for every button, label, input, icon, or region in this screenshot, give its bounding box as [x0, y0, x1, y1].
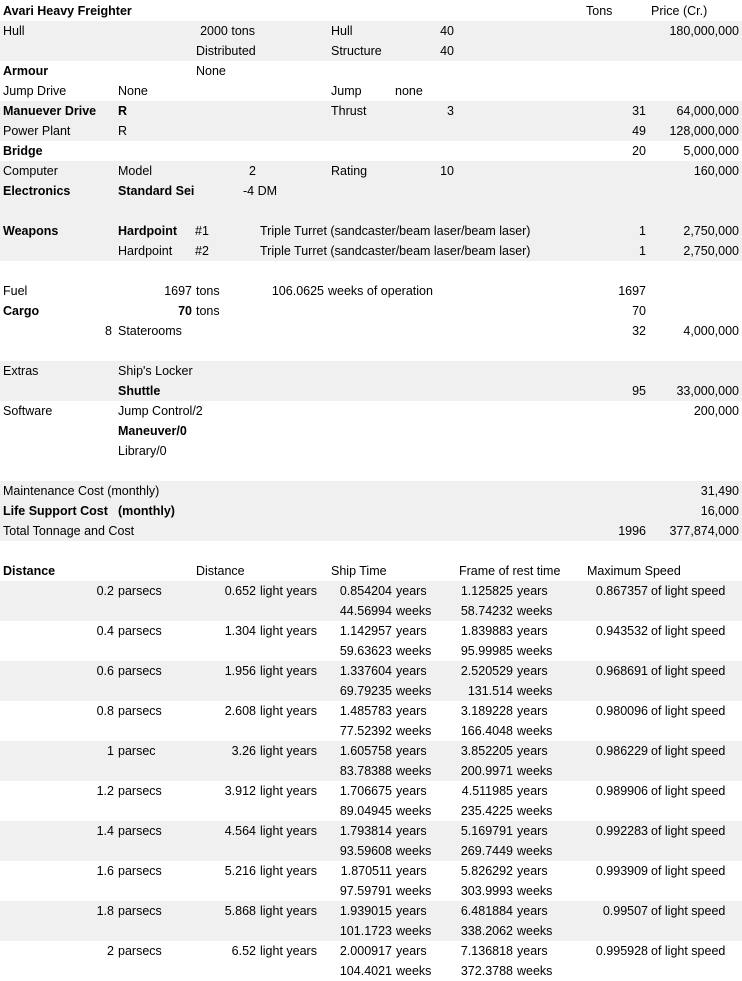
years-unit[interactable]: years — [517, 784, 548, 798]
distance-parsecs-unit[interactable]: parsecs — [118, 784, 162, 798]
electronics-value[interactable]: Standard Sei — [118, 184, 194, 198]
weeks-unit[interactable]: weeks — [517, 924, 553, 938]
ship-time-weeks[interactable]: 83.78388 — [339, 764, 392, 778]
distance-parsecs-unit[interactable]: parsecs — [118, 904, 162, 918]
ship-time-weeks[interactable]: 93.59608 — [339, 844, 392, 858]
power-row — [0, 121, 742, 141]
distance-parsecs[interactable]: 0.6 — [96, 664, 114, 678]
extras-shuttle[interactable]: Shuttle — [118, 384, 161, 398]
distance-row-weeks — [0, 961, 742, 981]
weeks-unit[interactable]: weeks — [517, 764, 553, 778]
max-speed[interactable]: 0.968691 — [595, 664, 648, 678]
shuttle-row — [0, 381, 742, 401]
distance-parsecs-unit[interactable]: parsecs — [118, 704, 162, 718]
distance-ly-unit[interactable]: light years — [260, 944, 317, 958]
max-speed[interactable]: 0.99507 — [602, 904, 648, 918]
distance-row-weeks — [0, 681, 742, 701]
distance-row — [0, 941, 742, 961]
ship-time-years[interactable]: 0.854204 — [339, 584, 392, 598]
total-price[interactable]: 377,874,000 — [669, 524, 739, 538]
max-speed[interactable]: 0.993909 — [595, 864, 648, 878]
rest-time-years[interactable]: 1.125825 — [460, 584, 513, 598]
rating-label[interactable]: Rating — [331, 164, 368, 178]
extras-row — [0, 361, 742, 381]
distance-ly[interactable]: 1.304 — [224, 624, 256, 638]
bridge-price[interactable]: 5,000,000 — [683, 144, 739, 158]
years-unit[interactable]: years — [396, 624, 427, 638]
power-price[interactable]: 128,000,000 — [669, 124, 739, 138]
distance-row — [0, 581, 742, 601]
armour-label[interactable]: Armour — [3, 64, 49, 78]
distance-parsecs[interactable]: 2 — [107, 944, 114, 958]
distance-parsecs-unit[interactable]: parsecs — [118, 824, 162, 838]
distance-ly[interactable]: 5.868 — [224, 904, 256, 918]
ship-time-years[interactable]: 1.939015 — [339, 904, 392, 918]
jump-label[interactable]: Jump — [331, 84, 362, 98]
life-support-label[interactable]: Life Support Cost — [3, 504, 108, 518]
rest-time-years[interactable]: 4.511985 — [461, 784, 513, 798]
hull-row-2 — [0, 41, 742, 61]
hardpoint-number[interactable]: #1 — [195, 224, 209, 238]
ship-time-weeks[interactable]: 44.56994 — [339, 604, 392, 618]
ship-time-years[interactable]: 1.337604 — [339, 664, 392, 678]
distance-parsecs-unit[interactable]: parsecs — [118, 944, 162, 958]
distance-parsecs-unit[interactable]: parsecs — [118, 584, 162, 598]
bridge-tons[interactable]: 20 — [632, 144, 646, 158]
years-unit[interactable]: years — [396, 744, 427, 758]
distance-parsecs-unit[interactable]: parsecs — [118, 864, 162, 878]
distance-ly-unit[interactable]: light years — [260, 664, 317, 678]
rest-time-weeks[interactable]: 166.4048 — [460, 724, 513, 738]
distance-row — [0, 621, 742, 641]
rest-time-weeks[interactable]: 200.9971 — [460, 764, 513, 778]
years-unit[interactable]: years — [517, 944, 548, 958]
max-speed-unit[interactable]: of light speed — [651, 744, 726, 758]
years-unit[interactable]: years — [396, 664, 427, 678]
distance-ly-unit[interactable]: light years — [260, 584, 317, 598]
distance-ly[interactable]: 3.912 — [224, 784, 256, 798]
staterooms-count[interactable]: 8 — [105, 324, 112, 338]
jump-drive-label[interactable]: Jump Drive — [3, 84, 67, 98]
distance-parsecs-unit[interactable]: parsecs — [118, 624, 162, 638]
years-unit[interactable]: years — [517, 704, 548, 718]
distance-ly[interactable]: 6.52 — [231, 944, 256, 958]
staterooms-price[interactable]: 4,000,000 — [683, 324, 739, 338]
hull-stat-label[interactable]: Hull — [331, 24, 353, 38]
hardpoint-label[interactable]: Hardpoint — [118, 224, 178, 238]
weapons-label[interactable]: Weapons — [3, 224, 59, 238]
weapon-row — [0, 221, 742, 241]
col-header-price[interactable]: Price (Cr.) — [651, 4, 708, 18]
weeks-unit[interactable]: weeks — [396, 724, 432, 738]
electronics-label[interactable]: Electronics — [3, 184, 71, 198]
years-unit[interactable]: years — [517, 584, 548, 598]
model-value[interactable]: 2 — [249, 164, 256, 178]
staterooms-label[interactable]: Staterooms — [118, 324, 182, 338]
rest-time-weeks[interactable]: 372.3788 — [460, 964, 513, 978]
ship-time-weeks[interactable]: 104.4021 — [339, 964, 392, 978]
software-jump[interactable]: Jump Control/2 — [118, 404, 203, 418]
ship-time-weeks[interactable]: 89.04945 — [339, 804, 392, 818]
weeks-unit[interactable]: weeks — [517, 724, 553, 738]
max-speed[interactable]: 0.867357 — [595, 584, 648, 598]
distance-row-weeks — [0, 921, 742, 941]
software-row-3 — [0, 441, 742, 461]
ship-time-years[interactable]: 2.000917 — [339, 944, 392, 958]
hull-price[interactable]: 180,000,000 — [669, 24, 739, 38]
weapon-tons[interactable]: 1 — [639, 224, 646, 238]
rest-time-weeks[interactable]: 235.4225 — [460, 804, 513, 818]
fuel-row — [0, 281, 742, 301]
weeks-unit[interactable]: weeks — [517, 684, 553, 698]
distance-row — [0, 741, 742, 761]
structure-value[interactable]: 40 — [440, 44, 454, 58]
weapon-description[interactable]: Triple Turret (sandcaster/beam laser/beam laser) — [260, 244, 531, 258]
power-value[interactable]: R — [118, 124, 128, 138]
hull-config[interactable]: Distributed — [196, 44, 256, 58]
max-speed-unit[interactable]: of light speed — [651, 824, 726, 838]
hull-stat-value[interactable]: 40 — [440, 24, 454, 38]
shuttle-price[interactable]: 33,000,000 — [676, 384, 739, 398]
distance-header-row — [0, 561, 742, 581]
fuel-label[interactable]: Fuel — [3, 284, 28, 298]
maintenance-price[interactable]: 31,490 — [700, 484, 739, 498]
weeks-unit[interactable]: weeks — [396, 684, 432, 698]
max-speed-header[interactable]: Maximum Speed — [587, 564, 681, 578]
max-speed[interactable]: 0.989906 — [595, 784, 648, 798]
max-speed-unit[interactable]: of light speed — [651, 864, 726, 878]
max-speed[interactable]: 0.943532 — [595, 624, 648, 638]
distance-parsecs[interactable]: 1 — [107, 744, 114, 758]
max-speed[interactable]: 0.986229 — [595, 744, 648, 758]
distance-row — [0, 701, 742, 721]
ship-time-weeks[interactable]: 77.52392 — [339, 724, 392, 738]
distance-row — [0, 901, 742, 921]
total-label[interactable]: Total Tonnage and Cost — [3, 524, 135, 538]
jump-value[interactable]: none — [395, 84, 423, 98]
max-speed[interactable]: 0.980096 — [595, 704, 648, 718]
years-unit[interactable]: years — [517, 824, 548, 838]
software-library[interactable]: Library/0 — [118, 444, 167, 458]
rest-time-weeks[interactable]: 303.9993 — [460, 884, 513, 898]
years-unit[interactable]: years — [517, 624, 548, 638]
distance-ly[interactable]: 4.564 — [224, 824, 256, 838]
hull-label[interactable]: Hull — [3, 24, 25, 38]
distance-ly-header[interactable]: Distance — [196, 564, 245, 578]
thrust-value[interactable]: 3 — [447, 104, 454, 118]
rest-time-years[interactable]: 3.852205 — [460, 744, 513, 758]
distance-ly-unit[interactable]: light years — [260, 904, 317, 918]
hull-row — [0, 21, 742, 41]
weeks-unit[interactable]: weeks — [396, 764, 432, 778]
ship-time-years[interactable]: 1.605758 — [339, 744, 392, 758]
software-row — [0, 401, 742, 421]
distance-row-weeks — [0, 881, 742, 901]
rest-time-years[interactable]: 5.826292 — [460, 864, 513, 878]
distance-parsecs[interactable]: 1.4 — [96, 824, 114, 838]
max-speed-unit[interactable]: of light speed — [651, 624, 726, 638]
staterooms-row — [0, 321, 742, 341]
distance-parsecs-unit[interactable]: parsec — [118, 744, 156, 758]
structure-label[interactable]: Structure — [331, 44, 382, 58]
rest-time-years[interactable]: 5.169791 — [460, 824, 513, 838]
hull-tons[interactable]: 2000 tons — [200, 24, 255, 38]
distance-ly[interactable]: 3.26 — [231, 744, 256, 758]
cargo-row — [0, 301, 742, 321]
weeks-unit[interactable]: weeks — [517, 884, 553, 898]
armour-value[interactable]: None — [196, 64, 226, 78]
distance-parsecs-unit[interactable]: parsecs — [118, 664, 162, 678]
distance-parsecs[interactable]: 1.6 — [96, 864, 114, 878]
software-jump-price[interactable]: 200,000 — [693, 404, 739, 418]
distance-ly[interactable]: 2.608 — [224, 704, 256, 718]
software-maneuver[interactable]: Maneuver/0 — [118, 424, 187, 438]
computer-row — [0, 161, 742, 181]
distance-row-weeks — [0, 761, 742, 781]
power-tons[interactable]: 49 — [632, 124, 646, 138]
ship-time-years[interactable]: 1.793814 — [339, 824, 392, 838]
years-unit[interactable]: years — [396, 784, 427, 798]
max-speed-unit[interactable]: of light speed — [651, 904, 726, 918]
jump-row — [0, 81, 742, 101]
fuel-amount[interactable]: 1697 — [164, 284, 192, 298]
computer-price[interactable]: 160,000 — [693, 164, 739, 178]
years-unit[interactable]: years — [396, 584, 427, 598]
years-unit[interactable]: years — [396, 904, 427, 918]
model-label[interactable]: Model — [118, 164, 153, 178]
ship-time-header[interactable]: Ship Time — [331, 564, 387, 578]
weeks-unit[interactable]: weeks — [517, 804, 553, 818]
weapon-price[interactable]: 2,750,000 — [683, 224, 739, 238]
cargo-unit[interactable]: tons — [196, 304, 220, 318]
distance-ly-unit[interactable]: light years — [260, 824, 317, 838]
total-tons[interactable]: 1996 — [618, 524, 646, 538]
years-unit[interactable]: years — [517, 664, 548, 678]
sheet-title[interactable]: Avari Heavy Freighter — [3, 4, 132, 18]
rest-time-years[interactable]: 7.136818 — [460, 944, 513, 958]
rest-time-weeks[interactable]: 131.514 — [467, 684, 513, 698]
maintenance-label[interactable]: Maintenance Cost (monthly) — [3, 484, 160, 498]
software-row-2 — [0, 421, 742, 441]
weeks-unit[interactable]: weeks — [396, 964, 432, 978]
maneuver-tons[interactable]: 31 — [632, 104, 646, 118]
maneuver-label[interactable]: Manuever Drive — [3, 104, 97, 118]
electronics-row — [0, 181, 742, 201]
rest-time-years[interactable]: 1.839883 — [460, 624, 513, 638]
weapon-description[interactable]: Triple Turret (sandcaster/beam laser/beam laser) — [260, 224, 531, 238]
distance-parsecs[interactable]: 1.8 — [96, 904, 114, 918]
distance-ly-unit[interactable]: light years — [260, 864, 317, 878]
weeks-unit[interactable]: weeks — [396, 604, 432, 618]
distance-row — [0, 781, 742, 801]
spacer-row — [0, 201, 742, 221]
life-support-row — [0, 501, 742, 521]
distance-parsecs[interactable]: 1.2 — [96, 784, 114, 798]
weeks-unit[interactable]: weeks — [517, 844, 553, 858]
distance-ly[interactable]: 1.956 — [224, 664, 256, 678]
ship-time-weeks[interactable]: 101.1723 — [339, 924, 392, 938]
total-row — [0, 521, 742, 541]
hardpoint-label[interactable]: Hardpoint — [118, 244, 173, 258]
extras-label[interactable]: Extras — [3, 364, 39, 378]
years-unit[interactable]: years — [396, 864, 427, 878]
ship-time-years[interactable]: 1.142957 — [339, 624, 392, 638]
distance-ly-unit[interactable]: light years — [260, 704, 317, 718]
fuel-unit[interactable]: tons — [196, 284, 220, 298]
weeks-unit[interactable]: weeks — [396, 884, 432, 898]
distance-ly-unit[interactable]: light years — [260, 784, 317, 798]
max-speed-unit[interactable]: of light speed — [651, 664, 726, 678]
maneuver-price[interactable]: 64,000,000 — [676, 104, 739, 118]
distance-row-weeks — [0, 841, 742, 861]
distance-row-weeks — [0, 721, 742, 741]
distance-ly[interactable]: 0.652 — [224, 584, 256, 598]
max-speed[interactable]: 0.995928 — [595, 944, 648, 958]
weeks-unit[interactable]: weeks — [396, 804, 432, 818]
distance-row-weeks — [0, 601, 742, 621]
bridge-label[interactable]: Bridge — [3, 144, 43, 158]
maneuver-value[interactable]: R — [118, 104, 128, 118]
rest-time-weeks[interactable]: 95.99985 — [460, 644, 513, 658]
distance-parsecs[interactable]: 0.4 — [96, 624, 114, 638]
fuel-tons[interactable]: 1697 — [618, 284, 646, 298]
maneuver-row — [0, 101, 742, 121]
power-label[interactable]: Power Plant — [3, 124, 71, 138]
shuttle-tons[interactable]: 95 — [632, 384, 646, 398]
years-unit[interactable]: years — [396, 824, 427, 838]
distance-ly[interactable]: 5.216 — [224, 864, 256, 878]
distance-row-weeks — [0, 801, 742, 821]
years-unit[interactable]: years — [517, 904, 548, 918]
distance-parsecs[interactable]: 0.8 — [96, 704, 114, 718]
max-speed-unit[interactable]: of light speed — [651, 944, 726, 958]
weeks-unit[interactable]: weeks — [396, 644, 432, 658]
col-header-tons[interactable]: Tons — [586, 4, 613, 18]
distance-row — [0, 661, 742, 681]
hardpoint-number[interactable]: #2 — [195, 244, 209, 258]
weapon-tons[interactable]: 1 — [639, 244, 646, 258]
rest-time-years[interactable]: 6.481884 — [460, 904, 513, 918]
life-support-price[interactable]: 16,000 — [700, 504, 739, 518]
cargo-label[interactable]: Cargo — [3, 304, 40, 318]
distance-row — [0, 861, 742, 881]
rest-time-weeks[interactable]: 338.2062 — [460, 924, 513, 938]
bridge-row — [0, 141, 742, 161]
rest-time-header[interactable]: Frame of rest time — [459, 564, 561, 578]
ship-time-weeks[interactable]: 97.59791 — [339, 884, 392, 898]
distance-ly-unit[interactable]: light years — [260, 744, 317, 758]
distance-row-weeks — [0, 641, 742, 661]
fuel-weeks-label[interactable]: weeks of operation — [328, 284, 433, 298]
computer-label[interactable]: Computer — [3, 164, 58, 178]
weeks-unit[interactable]: weeks — [396, 844, 432, 858]
ship-time-weeks[interactable]: 59.63623 — [339, 644, 392, 658]
weapon-row — [0, 241, 742, 261]
weapon-price[interactable]: 2,750,000 — [683, 244, 739, 258]
rest-time-weeks[interactable]: 58.74232 — [460, 604, 513, 618]
max-speed-unit[interactable]: of light speed — [651, 584, 726, 598]
staterooms-tons[interactable]: 32 — [632, 324, 646, 338]
cargo-tons[interactable]: 70 — [632, 304, 646, 318]
rest-time-weeks[interactable]: 269.7449 — [460, 844, 513, 858]
rest-time-years[interactable]: 2.520529 — [460, 664, 513, 678]
distance-row — [0, 821, 742, 841]
years-unit[interactable]: years — [517, 864, 548, 878]
thrust-label[interactable]: Thrust — [331, 104, 367, 118]
weeks-unit[interactable]: weeks — [517, 644, 553, 658]
distance-parsecs[interactable]: 0.2 — [96, 584, 114, 598]
weeks-unit[interactable]: weeks — [517, 604, 553, 618]
title-row — [0, 1, 742, 21]
ship-time-years[interactable]: 1.485783 — [339, 704, 392, 718]
years-unit[interactable]: years — [396, 944, 427, 958]
electronics-dm[interactable]: -4 DM — [243, 184, 278, 198]
max-speed[interactable]: 0.992283 — [595, 824, 648, 838]
life-support-suffix[interactable]: (monthly) — [118, 504, 175, 518]
ship-time-years[interactable]: 1.706675 — [339, 784, 392, 798]
software-label[interactable]: Software — [3, 404, 53, 418]
distance-header[interactable]: Distance — [3, 564, 56, 578]
weeks-unit[interactable]: weeks — [396, 924, 432, 938]
distance-ly-unit[interactable]: light years — [260, 624, 317, 638]
rating-value[interactable]: 10 — [440, 164, 454, 178]
extras-locker[interactable]: Ship's Locker — [118, 364, 193, 378]
jump-drive-value[interactable]: None — [118, 84, 148, 98]
max-speed-unit[interactable]: of light speed — [651, 784, 726, 798]
cargo-amount[interactable]: 70 — [178, 304, 192, 318]
ship-time-weeks[interactable]: 69.79235 — [339, 684, 392, 698]
armour-row — [0, 61, 742, 81]
maintenance-row — [0, 481, 742, 501]
years-unit[interactable]: years — [517, 744, 548, 758]
fuel-weeks[interactable]: 106.0625 — [271, 284, 324, 298]
years-unit[interactable]: years — [396, 704, 427, 718]
weeks-unit[interactable]: weeks — [517, 964, 553, 978]
max-speed-unit[interactable]: of light speed — [651, 704, 726, 718]
rest-time-years[interactable]: 3.189228 — [460, 704, 513, 718]
ship-time-years[interactable]: 1.870511 — [340, 864, 392, 878]
